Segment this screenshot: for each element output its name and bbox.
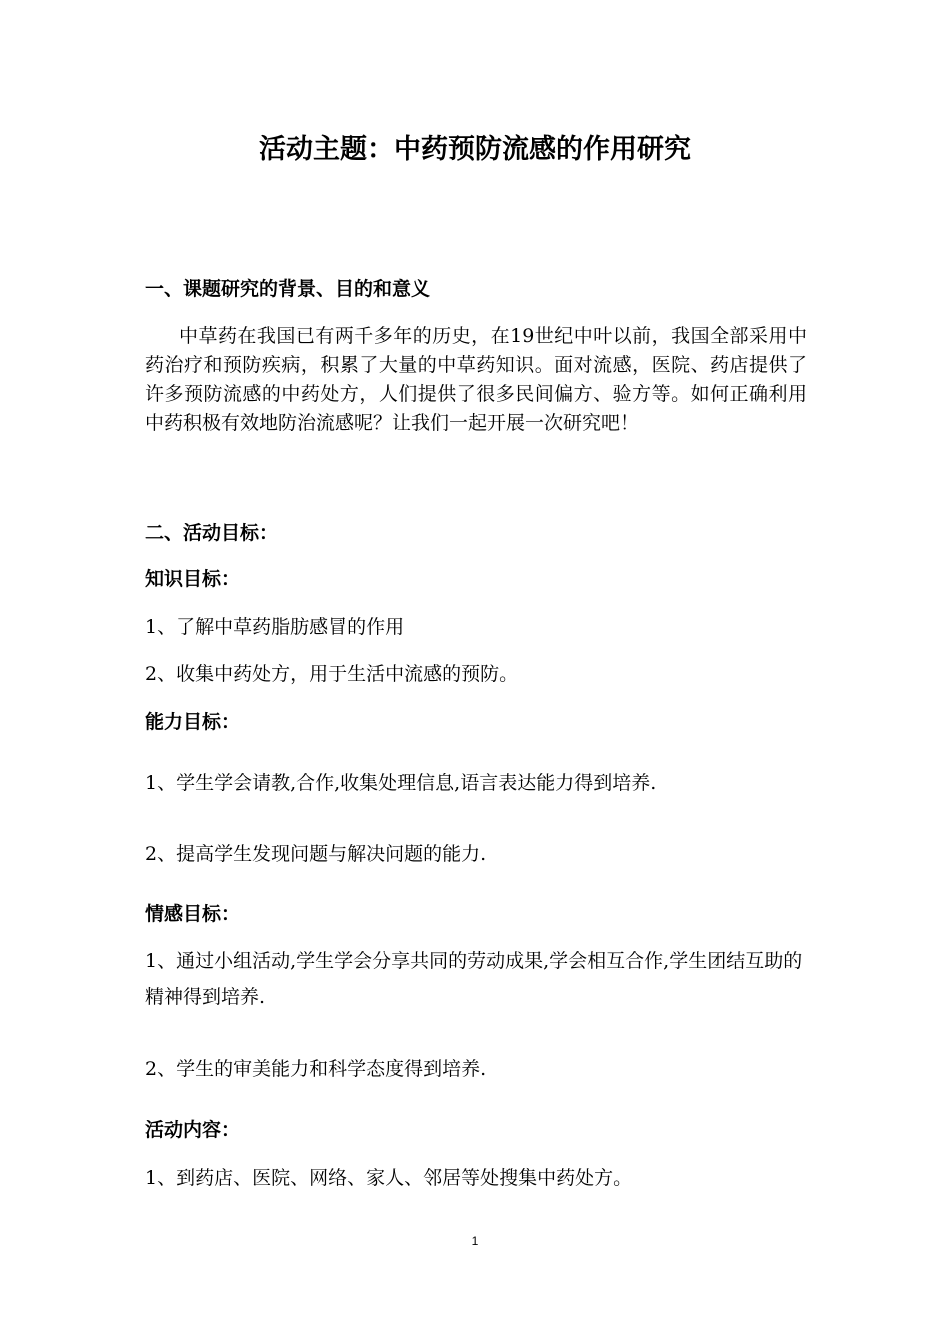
knowledge-goal-item: 1、了解中草药脂肪感冒的作用 [145,616,405,638]
document-title: 活动主题：中药预防流感的作用研究 [259,134,691,165]
ability-goal-item: 1、学生学会请教,合作,收集处理信息,语言表达能力得到培养. [145,772,657,794]
subheading-knowledge-goals: 知识目标： [145,568,241,590]
emotion-goal-item: 2、学生的审美能力和科学态度得到培养. [145,1058,487,1080]
page-number: 1 [471,1234,479,1248]
subheading-emotion-goals: 情感目标： [145,903,241,925]
section-heading-background: 一、课题研究的背景、目的和意义 [145,278,431,300]
knowledge-goal-item: 2、收集中药处方，用于生活中流感的预防。 [145,663,519,685]
subheading-ability-goals: 能力目标： [145,711,241,733]
ability-goal-item: 2、提高学生发现问题与解决问题的能力. [145,843,487,865]
background-paragraph: 中草药在我国已有两千多年的历史，在19世纪中叶以前，我国全部采用中药治疗和预防疾病，积累了大量的中草药知识。面对流感，医院、药店提供了许多预防流感的中药处方，人们提供了很多民间偏方、验方等。如何正确利用中药积极有效地防治流感呢？让我们一起开展一次研究吧！ [145,325,807,434]
activity-content-item: 1、到药店、医院、网络、家人、邻居等处搜集中药处方。 [145,1167,633,1189]
subheading-activity-content: 活动内容： [145,1119,241,1141]
section-heading-goals: 二、活动目标： [145,522,279,544]
emotion-goal-item: 1、通过小组活动,学生学会分享共同的劳动成果,学会相互合作,学生团结互助的精神得到培养. [145,950,803,1008]
